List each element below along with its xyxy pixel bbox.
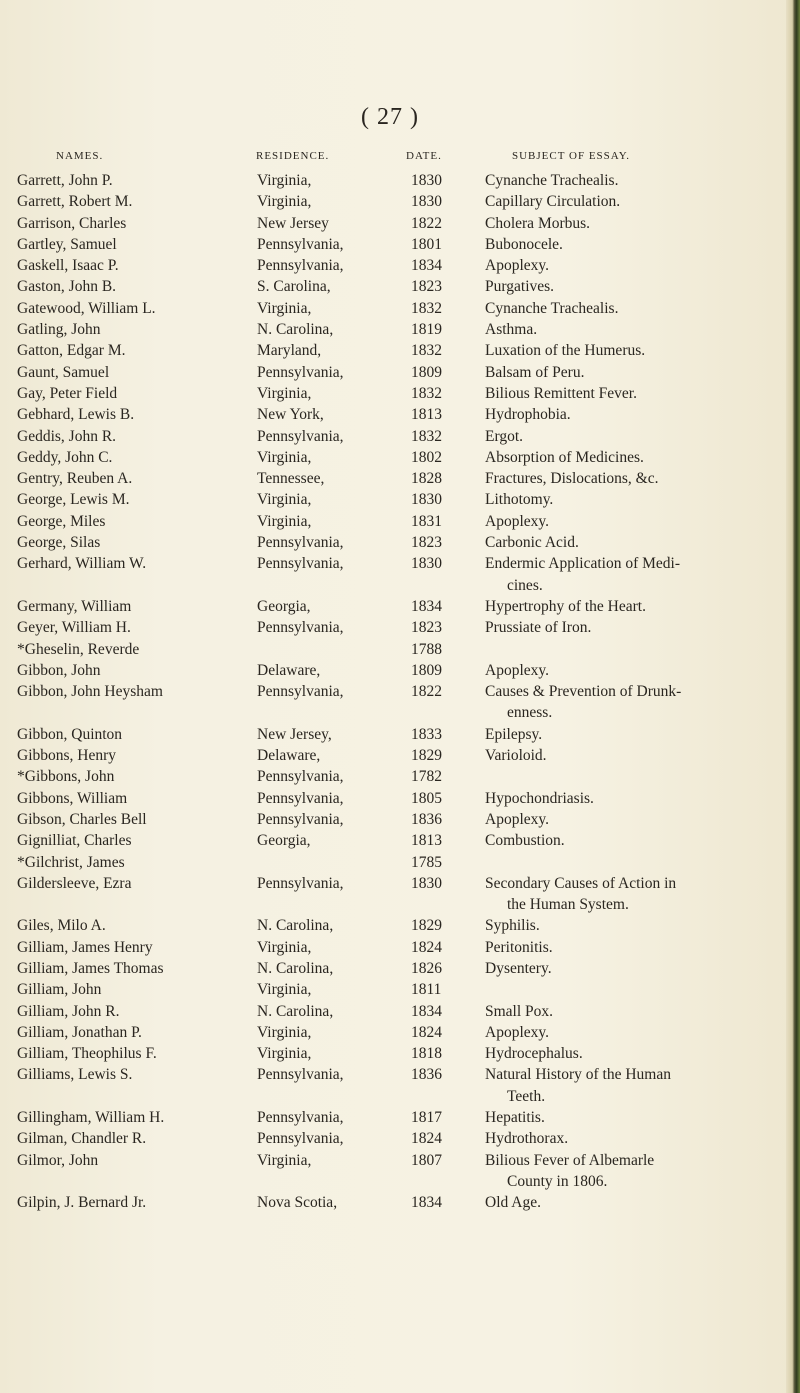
residence-cell: Delaware, xyxy=(257,747,321,765)
name-cell: Gibson, Charles Bell xyxy=(17,810,147,828)
subject-text: Apoplexy. xyxy=(485,1023,549,1041)
name-cell: Garrett, John P. xyxy=(17,172,113,189)
subject-cell xyxy=(485,788,785,809)
subject-cell xyxy=(485,1043,785,1064)
name-cell: Geddy, John C. xyxy=(17,448,113,466)
table-row xyxy=(0,745,800,766)
date-cell: 1823 xyxy=(411,534,442,552)
subject-text: Apoplexy. xyxy=(485,257,549,275)
subject-cell xyxy=(485,1022,785,1043)
name-cell: George, Miles xyxy=(17,512,106,530)
date-cell: 1785 xyxy=(411,853,442,871)
register-table xyxy=(0,170,800,1214)
date-cell: 1811 xyxy=(411,981,442,999)
subject-text: Old Age. xyxy=(485,1194,541,1212)
date-cell: 1824 xyxy=(411,1130,442,1148)
date-cell: 1834 xyxy=(411,1002,442,1020)
table-row xyxy=(0,319,800,340)
subject-cell xyxy=(485,1192,785,1213)
date-cell: 1829 xyxy=(411,747,442,765)
residence-cell: N. Carolina, xyxy=(257,917,334,935)
subject-cell xyxy=(485,426,785,447)
residence-cell: Pennsylvania, xyxy=(257,1066,344,1084)
table-row xyxy=(0,191,800,212)
residence-cell: Virginia, xyxy=(257,1023,312,1041)
subject-continuation: Teeth. xyxy=(507,1087,546,1105)
residence-cell: Pennsylvania, xyxy=(257,257,344,275)
subject-text: Balsam of Peru. xyxy=(485,363,585,381)
date-cell: 1830 xyxy=(411,555,442,573)
subject-text: Bilious Remittent Fever. xyxy=(485,384,637,402)
date-cell: 1828 xyxy=(411,470,442,488)
residence-cell: Pennsylvania, xyxy=(257,235,344,253)
date-cell: 1832 xyxy=(411,342,442,360)
date-cell: 1813 xyxy=(411,832,442,850)
table-row xyxy=(0,809,800,830)
table-row xyxy=(0,873,800,916)
page-number: ( 27 ) xyxy=(361,104,419,130)
table-row xyxy=(0,276,800,297)
date-cell: 1809 xyxy=(411,661,442,679)
residence-cell: Virginia, xyxy=(257,1045,312,1063)
subject-continuation: enness. xyxy=(507,704,553,722)
subject-cell xyxy=(485,809,785,830)
residence-cell: Tennessee, xyxy=(257,470,325,488)
subject-cell xyxy=(485,830,785,851)
table-row xyxy=(0,404,800,425)
subject-text: Cynanche Trachealis. xyxy=(485,172,619,189)
table-row xyxy=(0,340,800,361)
name-cell: Gilmor, John xyxy=(17,1151,99,1169)
subject-text: Causes & Prevention of Drunk- xyxy=(485,683,682,701)
table-row xyxy=(0,1064,800,1107)
table-row xyxy=(0,255,800,276)
table-row xyxy=(0,468,800,489)
residence-cell: Pennsylvania, xyxy=(257,534,344,552)
table-row xyxy=(0,1043,800,1064)
name-cell: Geyer, William H. xyxy=(17,619,131,637)
subject-cell xyxy=(485,553,785,596)
name-cell: *Gheselin, Reverde xyxy=(17,640,140,658)
table-row xyxy=(0,937,800,958)
table-row xyxy=(0,553,800,596)
header-names: NAMES. xyxy=(56,150,104,162)
subject-text: Hypertrophy of the Heart. xyxy=(485,597,646,615)
date-cell: 1809 xyxy=(411,363,442,381)
date-cell: 1801 xyxy=(411,235,442,253)
table-row xyxy=(0,234,800,255)
residence-cell: Pennsylvania, xyxy=(257,1109,344,1127)
subject-text: Secondary Causes of Action in xyxy=(485,874,677,892)
table-row xyxy=(0,979,800,1000)
subject-text: Hydrophobia. xyxy=(485,406,571,424)
date-cell: 1833 xyxy=(411,725,442,743)
subject-cell xyxy=(485,170,785,191)
header-residence: RESIDENCE. xyxy=(256,150,330,162)
name-cell: Gaskell, Isaac P. xyxy=(17,257,119,275)
subject-cell xyxy=(485,724,785,745)
residence-cell: Virginia, xyxy=(257,512,312,530)
residence-cell: Virginia, xyxy=(257,172,312,189)
residence-cell: Pennsylvania, xyxy=(257,555,344,573)
name-cell: Gay, Peter Field xyxy=(17,384,118,402)
subject-text: Epilepsy. xyxy=(485,725,543,743)
subject-text: Bubonocele. xyxy=(485,235,563,253)
table-row xyxy=(0,639,800,660)
date-cell: 1829 xyxy=(411,917,442,935)
date-cell: 1782 xyxy=(411,768,442,786)
date-cell: 1819 xyxy=(411,321,442,339)
subject-cell xyxy=(485,596,785,617)
table-row xyxy=(0,1128,800,1149)
subject-cell xyxy=(485,511,785,532)
name-cell: George, Silas xyxy=(17,534,101,552)
table-row xyxy=(0,788,800,809)
subject-cell xyxy=(485,213,785,234)
subject-cell xyxy=(485,681,785,724)
residence-cell: N. Carolina, xyxy=(257,1002,334,1020)
residence-cell: Pennsylvania, xyxy=(257,810,344,828)
subject-text: Carbonic Acid. xyxy=(485,534,579,552)
name-cell: *Gibbons, John xyxy=(17,768,115,786)
residence-cell: Virginia, xyxy=(257,981,312,999)
table-row xyxy=(0,724,800,745)
name-cell: Gilliam, John xyxy=(17,981,102,999)
date-cell: 1818 xyxy=(411,1045,442,1063)
name-cell: Gillingham, William H. xyxy=(17,1109,165,1127)
subject-text: Fractures, Dislocations, &c. xyxy=(485,470,659,488)
name-cell: Gibbons, Henry xyxy=(17,747,117,765)
subject-cell xyxy=(485,937,785,958)
subject-cell xyxy=(485,1107,785,1128)
subject-cell xyxy=(485,532,785,553)
subject-continuation: County in 1806. xyxy=(507,1172,608,1190)
date-cell: 1836 xyxy=(411,1066,442,1084)
table-row xyxy=(0,660,800,681)
header-subject: SUBJECT OF ESSAY. xyxy=(512,150,630,162)
subject-text: Syphilis. xyxy=(485,917,540,935)
subject-text: Hydrocephalus. xyxy=(485,1045,583,1063)
date-cell: 1831 xyxy=(411,512,442,530)
table-row xyxy=(0,596,800,617)
name-cell: Gatton, Edgar M. xyxy=(17,342,126,360)
table-row xyxy=(0,1001,800,1022)
residence-cell: Virginia, xyxy=(257,448,312,466)
residence-cell: S. Carolina, xyxy=(257,278,331,296)
date-cell: 1834 xyxy=(411,257,442,275)
table-row xyxy=(0,383,800,404)
subject-text: Dysentery. xyxy=(485,959,552,977)
residence-cell: Virginia, xyxy=(257,938,312,956)
subject-text: Cynanche Trachealis. xyxy=(485,299,619,317)
name-cell: Gilpin, J. Bernard Jr. xyxy=(17,1194,147,1212)
date-cell: 1832 xyxy=(411,427,442,445)
name-cell: Gibbon, John Heysham xyxy=(17,683,163,701)
table-row xyxy=(0,852,800,873)
residence-cell: New York, xyxy=(257,406,324,424)
table-row xyxy=(0,447,800,468)
date-cell: 1817 xyxy=(411,1109,442,1127)
subject-text: Asthma. xyxy=(485,321,538,339)
table-row xyxy=(0,213,800,234)
subject-text: Luxation of the Humerus. xyxy=(485,342,646,360)
subject-text: Absorption of Medicines. xyxy=(485,448,644,466)
residence-cell: New Jersey, xyxy=(257,725,332,743)
table-row xyxy=(0,681,800,724)
subject-text: Endermic Application of Medi- xyxy=(485,555,680,573)
subject-text: Apoplexy. xyxy=(485,810,549,828)
subject-cell xyxy=(485,1001,785,1022)
subject-cell xyxy=(485,255,785,276)
name-cell: George, Lewis M. xyxy=(17,491,130,509)
name-cell: Gilman, Chandler R. xyxy=(17,1130,147,1148)
table-row xyxy=(0,511,800,532)
subject-cell xyxy=(485,404,785,425)
subject-cell xyxy=(485,340,785,361)
table-row xyxy=(0,170,800,191)
residence-cell: Georgia, xyxy=(257,832,311,850)
date-cell: 1822 xyxy=(411,683,442,701)
subject-text: Natural History of the Human xyxy=(485,1066,671,1084)
residence-cell: Pennsylvania, xyxy=(257,1130,344,1148)
name-cell: Giles, Milo A. xyxy=(17,917,106,935)
subject-cell xyxy=(485,383,785,404)
residence-cell: Pennsylvania, xyxy=(257,427,344,445)
table-row xyxy=(0,830,800,851)
subject-text: Apoplexy. xyxy=(485,661,549,679)
name-cell: Gilliam, John R. xyxy=(17,1002,120,1020)
table-row xyxy=(0,362,800,383)
date-cell: 1834 xyxy=(411,1194,442,1212)
date-cell: 1832 xyxy=(411,384,442,402)
residence-cell: Georgia, xyxy=(257,597,311,615)
subject-cell xyxy=(485,745,785,766)
name-cell: Garrison, Charles xyxy=(17,214,127,232)
subject-cell xyxy=(485,447,785,468)
subject-text: Combustion. xyxy=(485,832,565,850)
name-cell: Gilliams, Lewis S. xyxy=(17,1066,133,1084)
name-cell: Gebhard, Lewis B. xyxy=(17,406,135,424)
residence-cell: Nova Scotia, xyxy=(257,1194,338,1212)
table-row xyxy=(0,298,800,319)
residence-cell: Pennsylvania, xyxy=(257,768,344,786)
residence-cell: Virginia, xyxy=(257,1151,312,1169)
subject-cell xyxy=(485,276,785,297)
subject-cell xyxy=(485,234,785,255)
residence-cell: Pennsylvania, xyxy=(257,683,344,701)
date-cell: 1832 xyxy=(411,299,442,317)
date-cell: 1824 xyxy=(411,1023,442,1041)
date-cell: 1805 xyxy=(411,789,442,807)
subject-text: Ergot. xyxy=(485,427,524,445)
date-cell: 1834 xyxy=(411,597,442,615)
date-cell: 1824 xyxy=(411,938,442,956)
name-cell: Gaunt, Samuel xyxy=(17,363,110,381)
table-row xyxy=(0,958,800,979)
subject-cell xyxy=(485,1128,785,1149)
subject-cell xyxy=(485,362,785,383)
residence-cell: Virginia, xyxy=(257,491,312,509)
residence-cell: Pennsylvania, xyxy=(257,363,344,381)
subject-text: Small Pox. xyxy=(485,1002,554,1020)
date-cell: 1830 xyxy=(411,874,442,892)
date-cell: 1836 xyxy=(411,810,442,828)
subject-text: Hepatitis. xyxy=(485,1109,545,1127)
name-cell: Gaston, John B. xyxy=(17,278,117,296)
date-cell: 1788 xyxy=(411,640,442,658)
residence-cell: N. Carolina, xyxy=(257,321,334,339)
subject-cell xyxy=(485,1064,785,1107)
table-row xyxy=(0,489,800,510)
subject-text: Prussiate of Iron. xyxy=(485,619,592,637)
subject-cell xyxy=(485,298,785,319)
name-cell: Gatling, John xyxy=(17,321,101,339)
subject-text: Cholera Morbus. xyxy=(485,214,591,232)
subject-text: Hydrothorax. xyxy=(485,1130,569,1148)
subject-cell xyxy=(485,191,785,212)
residence-cell: Virginia, xyxy=(257,384,312,402)
residence-cell: New Jersey xyxy=(257,214,329,232)
name-cell: Gibbon, John xyxy=(17,661,101,679)
subject-cell xyxy=(485,489,785,510)
date-cell: 1823 xyxy=(411,278,442,296)
table-row xyxy=(0,532,800,553)
subject-cell xyxy=(485,873,785,916)
table-row xyxy=(0,1107,800,1128)
name-cell: Gerhard, William W. xyxy=(17,555,147,573)
subject-cell xyxy=(485,1150,785,1193)
name-cell: Geddis, John R. xyxy=(17,427,117,445)
subject-text: Peritonitis. xyxy=(485,938,553,956)
date-cell: 1807 xyxy=(411,1151,442,1169)
subject-text: Lithotomy. xyxy=(485,491,554,509)
residence-cell: Pennsylvania, xyxy=(257,619,344,637)
date-cell: 1822 xyxy=(411,214,442,232)
table-row xyxy=(0,766,800,787)
name-cell: Germany, William xyxy=(17,597,132,615)
name-cell: Gentry, Reuben A. xyxy=(17,470,133,488)
table-row xyxy=(0,426,800,447)
date-cell: 1802 xyxy=(411,448,442,466)
table-row xyxy=(0,617,800,638)
name-cell: Gilliam, James Henry xyxy=(17,938,153,956)
table-row xyxy=(0,915,800,936)
date-cell: 1823 xyxy=(411,619,442,637)
subject-text: Capillary Circulation. xyxy=(485,193,621,211)
subject-text: Hypochondriasis. xyxy=(485,789,594,807)
subject-text: Purgatives. xyxy=(485,278,555,296)
subject-text: Bilious Fever of Albemarle xyxy=(485,1151,655,1169)
date-cell: 1826 xyxy=(411,959,442,977)
subject-cell xyxy=(485,915,785,936)
table-row xyxy=(0,1192,800,1213)
residence-cell: Maryland, xyxy=(257,342,322,360)
table-row xyxy=(0,1150,800,1193)
residence-cell: Pennsylvania, xyxy=(257,789,344,807)
date-cell: 1813 xyxy=(411,406,442,424)
name-cell: Garrett, Robert M. xyxy=(17,193,133,211)
residence-cell: Pennsylvania, xyxy=(257,874,344,892)
name-cell: *Gilchrist, James xyxy=(17,853,125,871)
name-cell: Gignilliat, Charles xyxy=(17,832,132,850)
residence-cell: N. Carolina, xyxy=(257,959,334,977)
table-row xyxy=(0,1022,800,1043)
subject-cell xyxy=(485,958,785,979)
date-cell: 1830 xyxy=(411,491,442,509)
subject-cell xyxy=(485,617,785,638)
name-cell: Gildersleeve, Ezra xyxy=(17,874,132,892)
residence-cell: Virginia, xyxy=(257,193,312,211)
subject-continuation: the Human System. xyxy=(507,896,629,914)
subject-cell xyxy=(485,468,785,489)
name-cell: Gilliam, James Thomas xyxy=(17,959,164,977)
header-date: DATE. xyxy=(406,150,442,162)
subject-cell xyxy=(485,319,785,340)
subject-cell xyxy=(485,660,785,681)
date-cell: 1830 xyxy=(411,193,442,211)
residence-cell: Virginia, xyxy=(257,299,312,317)
subject-continuation: cines. xyxy=(507,576,543,594)
name-cell: Gibbon, Quinton xyxy=(17,725,123,743)
name-cell: Gatewood, William L. xyxy=(17,299,156,317)
name-cell: Gartley, Samuel xyxy=(17,235,117,253)
name-cell: Gilliam, Theophilus F. xyxy=(17,1045,157,1063)
name-cell: Gilliam, Jonathan P. xyxy=(17,1023,142,1041)
subject-text: Varioloid. xyxy=(485,747,547,765)
name-cell: Gibbons, William xyxy=(17,789,128,807)
residence-cell: Delaware, xyxy=(257,661,321,679)
subject-text: Apoplexy. xyxy=(485,512,549,530)
date-cell: 1830 xyxy=(411,172,442,189)
